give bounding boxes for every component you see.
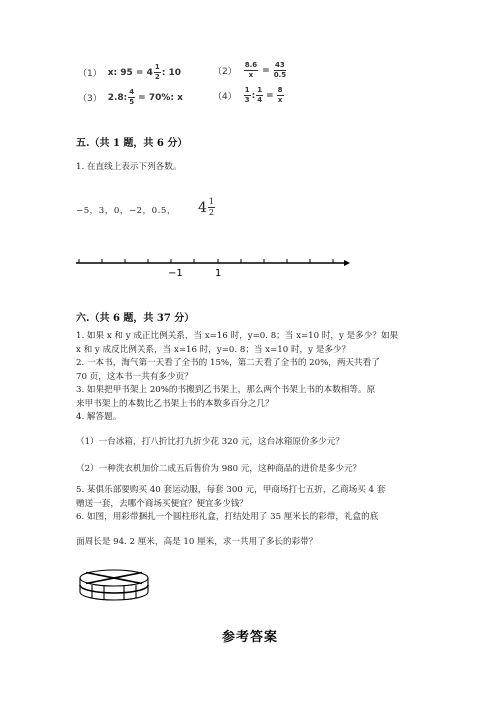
equation-1-pre: x: 95 = 4 <box>107 67 153 78</box>
mixed-number <box>198 198 216 217</box>
question-4-part-2: （2）一种洗衣机加价二成五后售价为 980 元，这种商品的进价是多少元？ <box>76 464 362 474</box>
fraction-denominator: x <box>248 71 254 79</box>
section-6-text-block <box>76 330 426 425</box>
text-line: 6. 如图，用彩带捆扎一个圆柱形礼盒，打结处用了 35 厘米长的彩带，礼盒的底 <box>76 512 379 522</box>
axis-label-1: 1 <box>215 268 222 279</box>
fraction-numerator: 4 <box>129 88 135 96</box>
fraction-numerator: 8.6 <box>244 61 258 69</box>
section-5-question-1: 1. 在直线上表示下列各数。 <box>76 162 182 172</box>
fraction-denominator: 3 <box>244 96 250 104</box>
equation-4-fraction-a <box>244 87 251 104</box>
fraction-denominator: 5 <box>129 98 135 106</box>
equation-4 <box>213 87 285 104</box>
text-line: 赠送一套，去哪个商场买便宜？便宜多少钱？ <box>76 498 248 509</box>
text-line: 70 页，这本书一共有多少页？ <box>76 371 193 382</box>
fraction-denominator: x <box>277 96 283 104</box>
number-list: −5，3，0，−2，0.5， <box>76 206 176 216</box>
equation-3-label: （3） <box>78 94 102 104</box>
fraction-numerator: 1 <box>154 63 160 71</box>
equation-2 <box>213 62 287 79</box>
fraction-numerator: 1 <box>208 197 215 206</box>
equation-2-label: （2） <box>213 67 237 77</box>
equation-1 <box>78 64 181 81</box>
fraction-denominator: 2 <box>154 73 160 81</box>
question-6-line-2: 面周长是 94. 2 厘米，高是 10 厘米，求一共用了多长的彩带？ <box>76 537 318 547</box>
fraction-denominator: 2 <box>208 208 215 217</box>
text-line: 4. 解答题。 <box>76 412 122 422</box>
equation-3-post: = 70%: x <box>138 92 183 103</box>
text-line: 3. 如果把甲书架上 20%的书搬到乙书架上，那么两个书架上书的本数相等。原 <box>76 385 376 395</box>
text-line: 5. 某俱乐部要购买 40 套运动服，每套 300 元，甲商场打七五折，乙商场买 4 套 <box>76 485 386 495</box>
text-line: 1. 如果 x 和 y 成正比例关系，当 x=16 时，y=0. 8；当 x=10 时，y 是多少？如果 <box>76 331 399 341</box>
equation-4-equals: = <box>266 90 274 101</box>
equation-4-fraction-b <box>256 87 263 104</box>
equation-2-fraction-right <box>274 62 286 79</box>
fraction-numerator: 43 <box>275 61 285 69</box>
section-6-text-block-2 <box>76 484 426 525</box>
mixed-number-fraction <box>208 198 215 217</box>
equation-4-colon: : <box>251 90 256 101</box>
fraction-numerator: 1 <box>257 86 263 94</box>
fraction-denominator: 4 <box>257 96 263 104</box>
equation-4-fraction-c <box>277 87 284 104</box>
equation-2-equals: = <box>262 65 270 76</box>
equation-3-pre: 2.8: <box>107 92 128 103</box>
answer-key-title: 参考答案 <box>222 630 279 645</box>
text-line: 来甲书架上的本数比乙书架上书的本数多百分之几？ <box>76 398 274 409</box>
mixed-number-whole: 4 <box>198 199 207 216</box>
equation-3-fraction <box>128 89 135 106</box>
equation-1-fraction <box>154 64 161 81</box>
cylinder-gift-box-image <box>78 568 150 602</box>
fraction-numerator: 1 <box>244 86 250 94</box>
number-line-arrow <box>344 260 350 266</box>
equation-4-label: （4） <box>213 92 237 102</box>
section-6-heading: 六.（共 6 题，共 37 分） <box>76 313 195 324</box>
question-4-part-1: （1）一台冰箱，打八折比打九折少花 320 元，这台冰箱原价多少元？ <box>76 437 344 447</box>
axis-label-neg1: −1 <box>168 268 183 279</box>
fraction-denominator: 0.5 <box>273 71 287 79</box>
equation-3 <box>78 89 183 106</box>
text-line: x 和 y 成反比例关系，当 x=16 时，y=0. 8；当 x=10 时，y 是多少？ <box>76 344 351 355</box>
text-line: 2. 一本书，淘气第一天看了全书的 15%，第二天看了全书的 20%，两天共看了 <box>76 358 380 368</box>
equation-1-post: : 10 <box>161 67 182 78</box>
number-line <box>74 255 354 279</box>
equation-2-fraction-left <box>244 62 258 79</box>
cylinder-body <box>80 578 148 600</box>
section-5-heading: 五.（共 1 题，共 6 分） <box>76 138 188 149</box>
equation-1-label: （1） <box>78 69 102 79</box>
fraction-numerator: 8 <box>277 86 283 94</box>
